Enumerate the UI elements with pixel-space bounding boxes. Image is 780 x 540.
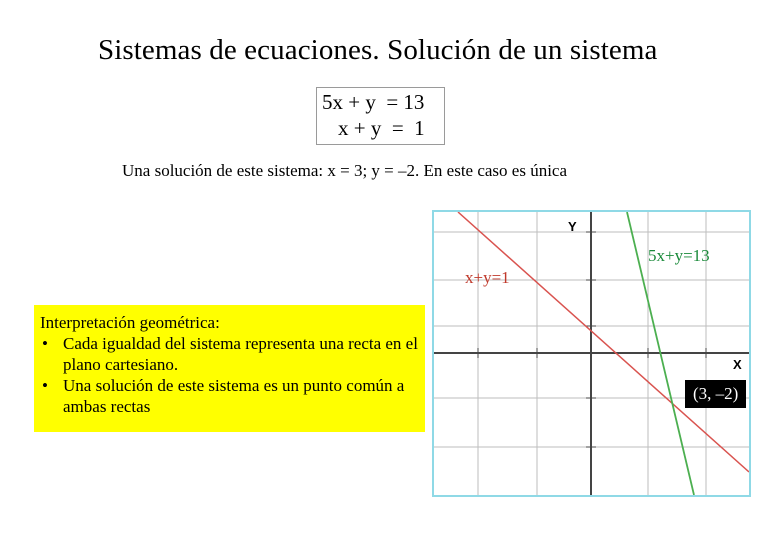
interpretation-list <box>40 333 419 417</box>
bullet-icon: • <box>42 376 48 395</box>
bullet-icon: • <box>42 334 48 353</box>
line2-label: 5x+y=13 <box>648 246 710 265</box>
bullet-text: Cada igualdad del sistema representa una recta en el plano cartesiano. <box>63 334 418 374</box>
page-title: Sistemas de ecuaciones. Solución de un sistema <box>98 34 658 66</box>
line1-label: x+y=1 <box>465 268 510 287</box>
interpretation-box <box>34 305 425 432</box>
interpretation-bullet-1 <box>40 333 419 375</box>
equation-1: 5x + y = 13 <box>322 90 425 114</box>
equation-2: x + y = 1 <box>338 116 425 140</box>
y-axis-label: Y <box>568 219 577 234</box>
solution-statement: Una solución de este sistema: x = 3; y = –2. En este caso es única <box>122 161 568 180</box>
equation-system-box <box>316 87 445 145</box>
x-axis-label: X <box>733 357 742 372</box>
bullet-text: Una solución de este sistema es un punto común a ambas rectas <box>63 376 405 416</box>
interpretation-bullet-2 <box>40 375 419 417</box>
interpretation-heading: Interpretación geométrica: <box>40 313 220 332</box>
intersection-point-label: (3, –2) <box>685 380 746 408</box>
